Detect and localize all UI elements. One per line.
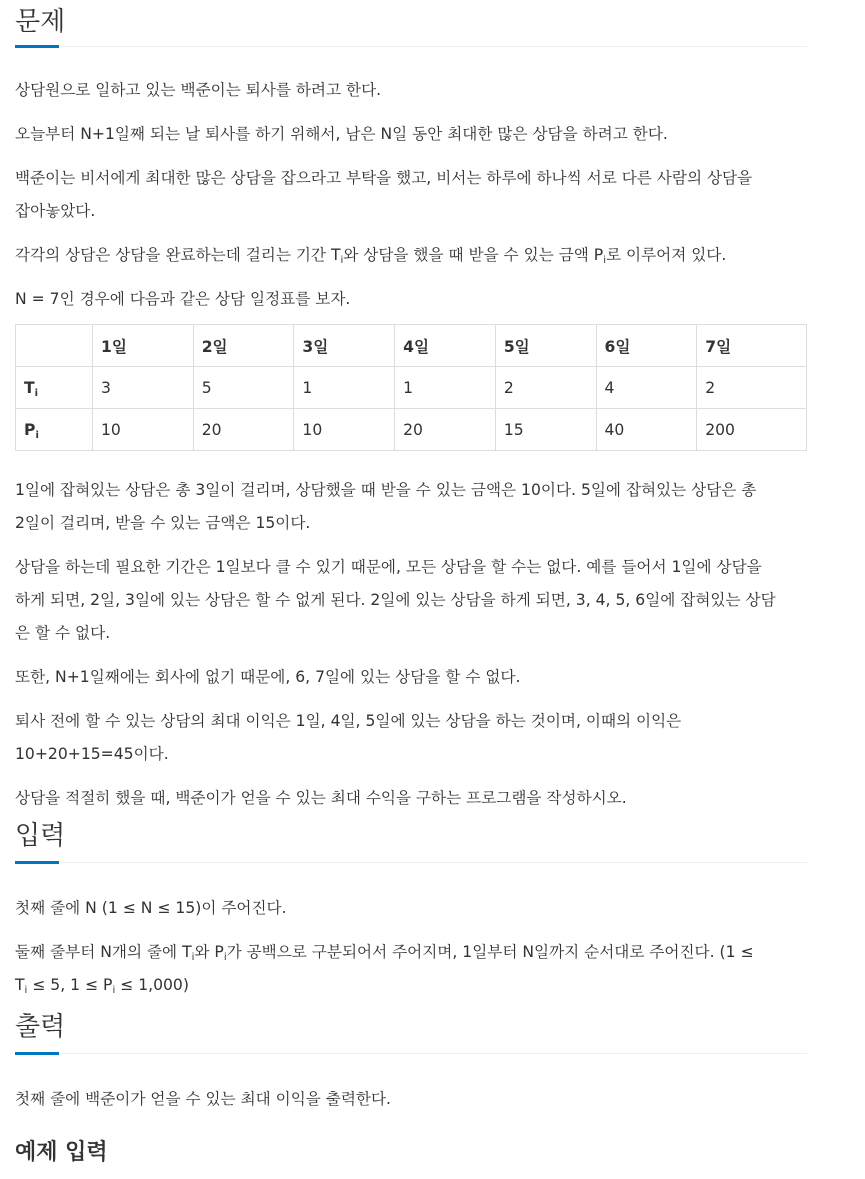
table-cell: 200 [697,409,807,451]
paragraph: 첫째 줄에 N (1 ≤ N ≤ 15)이 주어진다. [15,899,287,917]
table-cell: 15 [495,409,596,451]
row-label: T [24,378,35,397]
heading-underline [15,861,59,864]
paragraph: 첫째 줄에 백준이가 얻을 수 있는 최대 이익을 출력한다. [15,1090,392,1108]
paragraph-line: 10+20+15=45이다. [15,745,169,763]
table-row [16,409,807,451]
paragraph [15,162,807,228]
table-cell: 20 [395,409,496,451]
text-run: 와 P [194,943,224,961]
subscript: i [603,255,606,266]
problem-heading-block [15,0,807,47]
output-description [15,1083,807,1116]
table-cell: 3 [93,367,194,409]
text-run: ≤ 5, 1 ≤ P [27,976,113,994]
heading-underline [15,1052,59,1055]
table-header-cell: 6일 [596,325,697,367]
row-header-cell [16,367,93,409]
paragraph-line: 1일에 잡혀있는 상담은 총 3일이 걸리며, 상담했을 때 받을 수 있는 금액은 10이다. 5일에 잡혀있는 상담은 총 [15,481,757,499]
output-heading: 출력 [15,1012,66,1042]
problem-description [15,74,807,815]
problem-heading: 문제 [15,7,66,37]
output-heading-block [15,1007,807,1054]
row-header-cell [16,409,93,451]
table-cell: 5 [193,367,294,409]
paragraph: 상담원으로 일하고 있는 백준이는 퇴사를 하려고 한다. [15,81,382,99]
input-description [15,892,807,1002]
table-cell: 20 [193,409,294,451]
text-run: 가 공백으로 구분되어서 주어지며, 1일부터 N일까지 순서대로 주어진다. (1 ≤ [226,943,754,961]
example-heading-block [15,1133,807,1179]
paragraph-line: 상담을 하는데 필요한 기간은 1일보다 클 수 있기 때문에, 모든 상담을 할 수는 없다. 예를 들어서 1일에 상담을 [15,558,762,576]
paragraph-line: 은 할 수 없다. [15,624,111,642]
text-run: T [15,976,25,994]
subscript: i [112,985,116,996]
table-header-cell: 5일 [495,325,596,367]
paragraph [15,474,807,540]
paragraph: 상담을 적절히 했을 때, 백준이가 얻을 수 있는 최대 수익을 구하는 프로그램을 작성하시오. [15,789,627,807]
table-cell: 10 [93,409,194,451]
input-heading-block [15,816,807,863]
text-run: ≤ 1,000) [115,976,189,994]
table-cell: 2 [495,367,596,409]
paragraph: 오늘부터 N+1일째 되는 날 퇴사를 하기 위해서, 남은 N일 동안 최대한 많은 상담을 하려고 한다. [15,125,668,143]
table-header-cell: 7일 [697,325,807,367]
table-cell: 2 [697,367,807,409]
table-header-cell: 2일 [193,325,294,367]
table-cell: 4 [596,367,697,409]
problem-page [15,0,807,1179]
table-header-cell: 3일 [294,325,395,367]
table-cell: 10 [294,409,395,451]
paragraph [15,239,807,272]
subscript: i [223,952,227,963]
table-cell: 1 [294,367,395,409]
input-heading: 입력 [15,821,66,851]
paragraph: N = 7인 경우에 다음과 같은 상담 일정표를 보자. [15,290,351,308]
paragraph: 또한, N+1일째에는 회사에 없기 때문에, 6, 7일에 있는 상담을 할 수 없다. [15,668,521,686]
subscript: i [24,985,28,996]
paragraph [15,551,807,650]
table-row [16,367,807,409]
subscript: i [340,255,344,266]
table-cell: 40 [596,409,697,451]
example-heading: 예제 입력 [15,1140,108,1165]
paragraph-line: 하게 되면, 2일, 3일에 있는 상담은 할 수 없게 된다. 2일에 있는 상담을 하게 되면, 3, 4, 5, 6일에 잡혀있는 상담 [15,591,776,609]
paragraph [15,705,807,771]
schedule-table [15,324,807,451]
text-run: 둘째 줄부터 N개의 줄에 T [15,943,192,961]
paragraph-line: 퇴사 전에 할 수 있는 상담의 최대 이익은 1일, 4일, 5일에 있는 상담을 하는 것이며, 이때의 이익은 [15,712,682,730]
text-run: 각각의 상담은 상담을 완료하는데 걸리는 기간 T [15,246,341,264]
subscript: i [34,387,39,399]
paragraph [15,936,807,1002]
paragraph-line: 2일이 걸리며, 받을 수 있는 금액은 15이다. [15,514,311,532]
subscript: i [35,429,39,441]
subscript: i [191,952,195,963]
table-cell: 1 [395,367,496,409]
text-run: 로 이루어져 있다. [606,246,727,264]
table-header-cell: 1일 [93,325,194,367]
text-run: 와 상담을 했을 때 받을 수 있는 금액 P [343,246,604,264]
table-header-row [16,325,807,367]
paragraph-line: 백준이는 비서에게 최대한 많은 상담을 잡으라고 부탁을 했고, 비서는 하루에 하나씩 서로 다른 사람의 상담을 [15,169,753,187]
row-label: P [24,420,36,439]
table-header-cell [16,325,93,367]
paragraph-line: 잡아놓았다. [15,202,96,220]
heading-underline [15,45,59,48]
table-header-cell: 4일 [395,325,496,367]
